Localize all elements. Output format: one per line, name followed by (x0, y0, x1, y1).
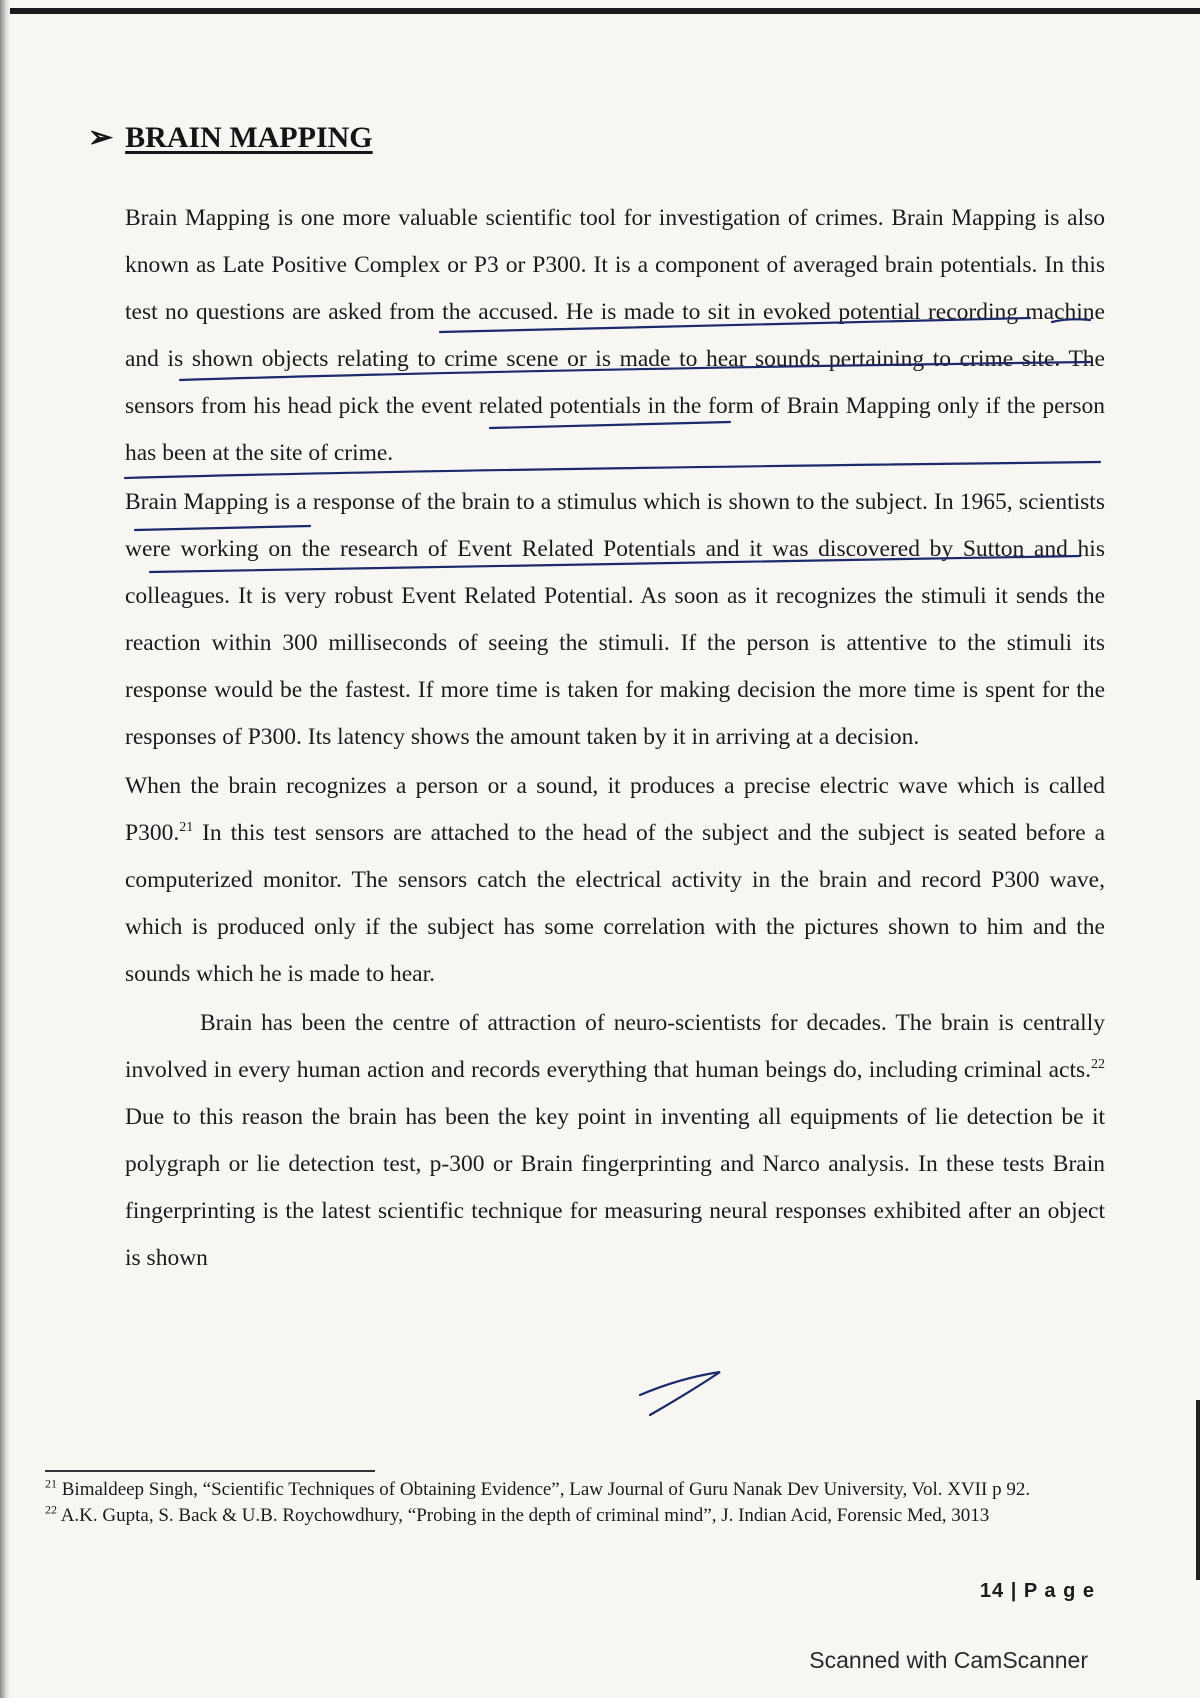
footnote-ref-22: 22 (1091, 1057, 1105, 1073)
page-number: 14 | P a g e (979, 1580, 1095, 1602)
body-text (125, 195, 1105, 1284)
paragraph-4-text-a: Brain has been the centre of attraction of neuro-scientists for decades. The brain is centrally involved in every human action and records everything that human beings do, including criminal acts. (125, 1010, 1105, 1083)
footnote-ref-21: 21 (179, 820, 194, 836)
paragraph-2: Brain Mapping is a response of the brain to a stimulus which is shown to the subject. In 1965, scientists were working on the research of Event Related Potentials and it was discovered by Sutton and his colleagues. It is very robust Event Related Potential. As soon as it recognizes the stimuli it sends the reaction within 300 milliseconds of seeing the stimuli. If the person is attentive to the stimuli its response would be the fastest. If more time is taken for making decision the more time is spent for the responses of P300. Its latency shows the amount taken by it in arriving at a decision. (125, 489, 1105, 750)
footnote-21-text: Bimaldeep Singh, “Scientific Techniques of Obtaining Evidence”, Law Journal of Guru Nanak Dev University, Vol. XVII p 92. (61, 1479, 1031, 1500)
paragraph-1: Brain Mapping is one more valuable scientific tool for investigation of crimes. Brain Mapping is also known as Late Positive Complex or P3 or P300. It is a component of averaged brain potentials. In this test no questions are asked from the accused. He is made to sit in evoked potential recording machine and is shown objects relating to crime scene or is made to hear sounds pertaining to crime site. The sensors from his head pick the event related potentials in the form of Brain Mapping only if the person has been at the site of crime. (125, 205, 1105, 466)
paragraph-3-text-a: When the brain recognizes a person or a sound, it produces a precise electric wave which is called P300. (125, 773, 1105, 846)
footnote-22-text: A.K. Gupta, S. Back & U.B. Roychowdhury, “Probing in the depth of criminal mind”, J. Indian Acid, Forensic Med, 3013 (60, 1505, 990, 1526)
paragraph-3 (125, 763, 1105, 998)
pen-check-mark (640, 1372, 720, 1415)
page-left-edge (0, 0, 10, 1698)
heading-title: BRAIN MAPPING (125, 120, 373, 154)
section-heading (88, 120, 373, 155)
footnote-22 (45, 1504, 1075, 1528)
footnote-divider (45, 1470, 375, 1472)
footnote-21 (45, 1478, 1075, 1502)
paragraph-4-text-b: Due to this reason the brain has been the key point in inventing all equipments of lie detection be it polygraph or lie detection test, p-300 or Brain fingerprinting and Narco analysis. In these tests Brain fingerprinting is the latest scientific technique for measuring neural responses exhibited after an object is shown (125, 1104, 1105, 1271)
paragraph-4 (125, 1000, 1105, 1282)
arrow-bullet-icon: ➢ (88, 121, 114, 154)
footnotes (45, 1478, 1075, 1530)
paragraph-3-text-b: In this test sensors are attached to the head of the subject and the subject is seated before a computerized monitor. The sensors catch the electrical activity in the brain and record P300 wave, which is produced only if the subject has some correlation with the pictures shown to him and the sounds which he is made to hear. (125, 820, 1105, 987)
camscanner-watermark: Scanned with CamScanner (809, 1647, 1088, 1673)
footnote-21-number: 21 (45, 1476, 57, 1491)
page-right-edge (1196, 1400, 1200, 1580)
top-border (0, 8, 1200, 14)
footnote-22-number: 22 (45, 1502, 57, 1517)
